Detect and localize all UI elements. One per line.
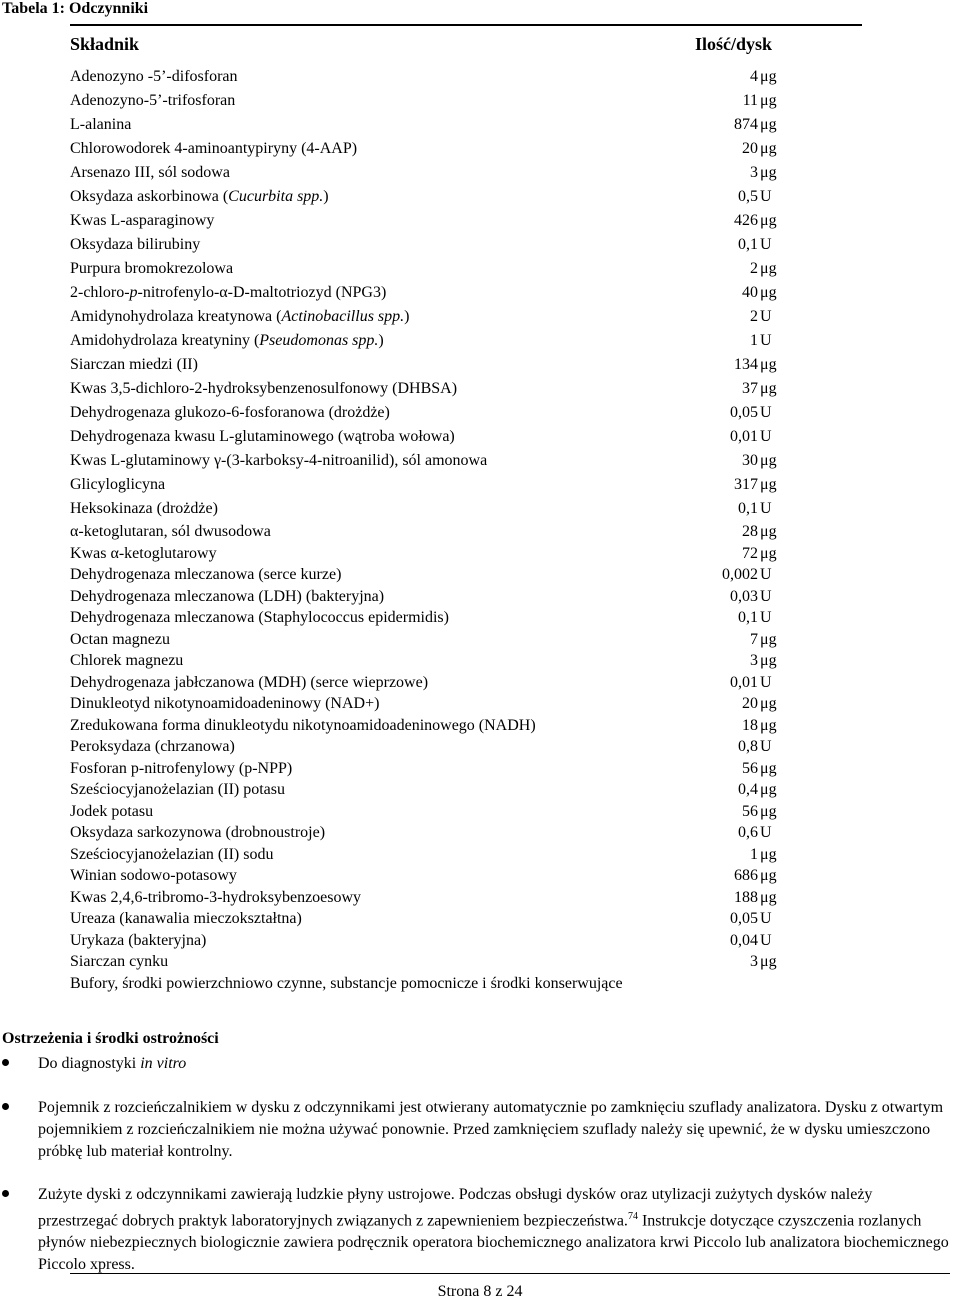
table-row	[70, 908, 862, 930]
footnote-ref: 74	[627, 1211, 638, 1222]
table-header	[70, 26, 862, 64]
quantity-unit: μg	[760, 759, 777, 777]
quantity-cell	[630, 650, 780, 672]
bullet-text: Zużyte dyski z odczynnikami zawierają ludzkie płyny ustrojowe. Podczas obsługi dysków oraz utylizacji zużytych dysków należy przestrzegać dobrych praktyk laboratoryjnych związanych z zapewnieniem bezpieczeństwa.	[38, 1186, 873, 1230]
quantity-cell	[630, 209, 780, 233]
quantity-unit: μg	[760, 116, 777, 133]
quantity-unit: U	[760, 824, 772, 841]
quantity-value: 2	[750, 260, 758, 277]
table-row	[70, 543, 862, 565]
table-row	[70, 425, 862, 449]
quantity-unit: U	[760, 404, 772, 421]
ingredient-name	[70, 305, 630, 329]
quantity-value: 0,8	[738, 738, 758, 755]
quantity-cell	[630, 137, 780, 161]
quantity-value: 3	[750, 164, 758, 181]
bullet-icon	[2, 1184, 38, 1276]
quantity-value: 1	[750, 845, 758, 863]
table-row	[70, 672, 862, 694]
ingredient-name-part: Amidynohydrolaza kreatynowa (	[70, 308, 282, 325]
ingredient-name: Kwas L-asparaginowy	[70, 212, 215, 229]
quantity-value: 20	[742, 695, 758, 712]
quantity-unit: μg	[760, 652, 777, 669]
list-item	[2, 1053, 952, 1075]
column-header-quantity: Ilość/dysk	[694, 34, 772, 54]
table-row	[70, 650, 862, 672]
ingredient-name: Siarczan cynku	[70, 953, 169, 970]
quantity-cell	[630, 564, 780, 586]
quantity-value: 0,1	[738, 609, 758, 626]
quantity-value: 0,01	[730, 428, 758, 445]
ingredient-name: Dinukleotyd nikotynoamidoadeninowy (NAD+)	[70, 695, 380, 712]
quantity-value: 3	[750, 953, 758, 970]
quantity-unit: μg	[760, 260, 777, 277]
quantity-cell	[630, 629, 780, 651]
quantity-cell	[630, 844, 780, 866]
quantity-cell	[630, 887, 780, 909]
quantity-value: 56	[742, 802, 758, 820]
ingredient-name-italic: p	[129, 284, 138, 301]
quantity-unit: μg	[760, 476, 777, 493]
quantity-cell	[630, 930, 780, 952]
quantity-unit: U	[760, 500, 772, 517]
table-row	[70, 629, 862, 651]
bullet-icon	[2, 1097, 38, 1163]
table-row	[70, 89, 862, 113]
ingredient-name: Oksydaza sarkozynowa (drobnoustroje)	[70, 824, 326, 841]
list-item	[2, 1184, 952, 1276]
quantity-unit: μg	[760, 716, 777, 734]
ingredient-name-part: )	[378, 332, 384, 349]
table-row	[70, 497, 862, 521]
table-row	[70, 233, 862, 257]
quantity-value: 0,05	[730, 910, 758, 927]
bullet-text: Do diagnostyki	[38, 1055, 141, 1072]
quantity-unit: μg	[760, 695, 777, 712]
quantity-unit: U	[760, 910, 772, 927]
quantity-unit: μg	[760, 164, 777, 181]
quantity-cell	[630, 822, 780, 844]
ingredient-name-part: Oksydaza askorbinowa (	[70, 188, 229, 205]
ingredient-name: Urykaza (bakteryjna)	[70, 931, 207, 949]
table-row	[70, 779, 862, 801]
ingredient-name: Dehydrogenaza mleczanowa (LDH) (bakteryjna)	[70, 587, 385, 605]
ingredient-name: Dehydrogenaza jabłczanowa (MDH) (serce wieprzowe)	[70, 673, 429, 691]
ingredient-name-italic: Cucurbita spp.	[228, 188, 324, 205]
ingredient-name: Bufory, środki powierzchniowo czynne, substancje pomocnicze i środki konserwujące	[70, 974, 623, 992]
quantity-cell	[630, 607, 780, 629]
quantity-cell	[630, 543, 780, 565]
page-number: Strona 8 z 24	[437, 1283, 523, 1300]
ingredient-name: Dehydrogenaza mleczanowa (serce kurze)	[70, 566, 342, 583]
ingredient-name-italic: Pseudomonas spp.	[259, 332, 379, 349]
quantity-cell	[630, 758, 780, 780]
quantity-unit: μg	[760, 802, 777, 820]
table-row	[70, 758, 862, 780]
quantity-cell	[630, 401, 780, 425]
quantity-unit: U	[760, 308, 772, 325]
table-row	[70, 305, 862, 329]
quantity-value: 0,1	[738, 236, 758, 253]
ingredient-name: α-ketoglutaran, sól dwusodowa	[70, 523, 271, 540]
quantity-cell	[630, 305, 780, 329]
quantity-cell	[630, 736, 780, 758]
quantity-value: 56	[742, 759, 758, 777]
quantity-cell	[630, 779, 780, 801]
quantity-value: 0,5	[738, 188, 758, 205]
ingredient-name: Kwas L-glutaminowy γ-(3-karboksy-4-nitroanilid), sól amonowa	[70, 452, 488, 469]
ingredient-name-part: )	[323, 188, 329, 205]
quantity-unit: μg	[760, 452, 777, 469]
quantity-value: 7	[750, 630, 758, 648]
ingredient-name: Chlorowodorek 4-aminoantypiryny (4-AAP)	[70, 140, 358, 157]
quantity-unit: μg	[760, 68, 777, 85]
quantity-value: 874	[734, 116, 758, 133]
quantity-cell	[630, 65, 780, 89]
table-row	[70, 951, 862, 973]
ingredient-name: Arsenazo III, sól sodowa	[70, 164, 230, 181]
ingredient-name: Octan magnezu	[70, 630, 170, 648]
table-row	[70, 736, 862, 758]
table-row	[70, 607, 862, 629]
ingredient-name: L-alanina	[70, 116, 132, 133]
ingredient-name: Peroksydaza (chrzanowa)	[70, 738, 235, 755]
table-row	[70, 401, 862, 425]
quantity-cell	[630, 257, 780, 281]
quantity-value: 134	[734, 356, 758, 373]
quantity-value: 0,05	[730, 404, 758, 421]
ingredient-name: Glicyloglicyna	[70, 476, 166, 493]
quantity-cell	[630, 865, 780, 887]
quantity-cell	[630, 161, 780, 185]
table-row	[70, 137, 862, 161]
quantity-unit: U	[760, 566, 772, 583]
ingredient-name: Heksokinaza (drożdże)	[70, 500, 218, 517]
quantity-unit: U	[760, 673, 772, 691]
quantity-cell	[630, 233, 780, 257]
quantity-value: 3	[750, 652, 758, 669]
ingredient-name: Adenozyno-5’-trifosforan	[70, 92, 236, 109]
ingredient-name: Dehydrogenaza glukozo-6-fosforanowa (drożdże)	[70, 404, 390, 421]
bullet-text: Pojemnik z rozcieńczalnikiem w dysku z odczynnikami jest otwierany automatycznie po zamknięciu szuflady analizatora. Dysku z otwartym pojemnikiem z rozcieńczalnikiem nie można używać ponownie. Przed zamknięciem szuflady należy się upewnić, że w dysku umieszczono próbkę lub materiał kontrolny.	[38, 1099, 944, 1160]
quantity-value: 0,03	[730, 587, 758, 605]
quantity-value: 2	[750, 308, 758, 325]
quantity-cell	[630, 497, 780, 521]
ingredient-name	[70, 329, 630, 353]
table-row	[70, 521, 862, 543]
quantity-unit: μg	[760, 544, 777, 562]
quantity-unit: μg	[760, 630, 777, 648]
quantity-cell	[630, 693, 780, 715]
quantity-cell	[630, 89, 780, 113]
quantity-unit: μg	[760, 781, 777, 798]
table-row	[70, 887, 862, 909]
quantity-unit: μg	[760, 92, 777, 109]
quantity-cell	[630, 281, 780, 305]
table-row	[70, 65, 862, 89]
table-row	[70, 329, 862, 353]
table-body	[70, 65, 862, 994]
quantity-value: 4	[750, 68, 758, 85]
table-row	[70, 449, 862, 473]
quantity-cell	[630, 425, 780, 449]
table-row	[70, 715, 862, 737]
ingredient-name: Purpura bromokrezolowa	[70, 260, 234, 277]
table-row	[70, 257, 862, 281]
quantity-cell	[630, 521, 780, 543]
quantity-cell	[630, 377, 780, 401]
quantity-cell	[630, 473, 780, 497]
table-row	[70, 844, 862, 866]
table-row	[70, 113, 862, 137]
ingredient-name: Adenozyno -5’-difosforan	[70, 68, 238, 85]
quantity-unit: μg	[760, 356, 777, 373]
ingredient-name: Winian sodowo-potasowy	[70, 867, 237, 884]
bullet-text-italic: in vitro	[140, 1055, 187, 1072]
reagents-table	[70, 24, 862, 994]
ingredient-name: Kwas 3,5-dichloro-2-hydroksybenzenosulfonowy (DHBSA)	[70, 380, 458, 397]
quantity-unit: U	[760, 332, 772, 349]
ingredient-name	[70, 281, 630, 305]
quantity-unit: μg	[760, 140, 777, 157]
quantity-value: 0,04	[730, 931, 758, 949]
table-row	[70, 865, 862, 887]
table-row	[70, 930, 862, 952]
ingredient-name: Siarczan miedzi (II)	[70, 356, 198, 373]
table-row	[70, 161, 862, 185]
ingredient-name: Dehydrogenaza mleczanowa (Staphylococcus epidermidis)	[70, 609, 449, 626]
ingredient-name: Jodek potasu	[70, 802, 154, 820]
quantity-unit: μg	[760, 953, 777, 970]
quantity-unit: U	[760, 188, 772, 205]
quantity-cell	[630, 329, 780, 353]
ingredient-name-italic: Actinobacillus spp.	[281, 308, 405, 325]
quantity-unit: U	[760, 587, 772, 605]
ingredient-name: Oksydaza bilirubiny	[70, 236, 201, 253]
quantity-value: 11	[742, 92, 758, 109]
quantity-value: 0,1	[738, 500, 758, 517]
table-row	[70, 209, 862, 233]
quantity-unit: μg	[760, 845, 777, 863]
quantity-value: 0,002	[722, 566, 758, 583]
table-row	[70, 586, 862, 608]
table-row	[70, 473, 862, 497]
table-row	[70, 822, 862, 844]
quantity-cell	[630, 672, 780, 694]
table-row	[70, 801, 862, 823]
quantity-value: 37	[742, 380, 758, 397]
ingredient-name: Sześciocyjanożelazian (II) potasu	[70, 781, 286, 798]
ingredient-name: Chlorek magnezu	[70, 652, 184, 669]
ingredient-name-part: Amidohydrolaza kreatyniny (	[70, 332, 260, 349]
table-row	[70, 564, 862, 586]
ingredient-name	[70, 185, 630, 209]
quantity-value: 72	[742, 544, 758, 562]
ingredient-name: Sześciocyjanożelazian (II) sodu	[70, 845, 274, 863]
quantity-value: 18	[742, 716, 758, 734]
quantity-value: 28	[742, 523, 758, 540]
quantity-cell	[630, 449, 780, 473]
quantity-unit: U	[760, 428, 772, 445]
quantity-cell	[630, 586, 780, 608]
quantity-unit: μg	[760, 523, 777, 540]
table-row	[70, 353, 862, 377]
quantity-value: 317	[734, 476, 758, 493]
table-row	[70, 281, 862, 305]
quantity-value: 0,4	[738, 781, 758, 798]
quantity-unit: U	[760, 236, 772, 253]
quantity-cell	[630, 908, 780, 930]
quantity-unit: μg	[760, 212, 777, 229]
quantity-value: 0,6	[738, 824, 758, 841]
column-header-ingredient: Składnik	[70, 34, 140, 54]
quantity-value: 30	[742, 452, 758, 469]
quantity-cell	[630, 185, 780, 209]
ingredient-name: Kwas α-ketoglutarowy	[70, 544, 217, 562]
footer-rule	[70, 1273, 950, 1274]
quantity-value: 1	[750, 332, 758, 349]
bullet-icon	[2, 1053, 38, 1075]
quantity-cell	[630, 801, 780, 823]
ingredient-name: Zredukowana forma dinukleotydu nikotynoamidoadeninowego (NADH)	[70, 716, 536, 734]
quantity-cell	[630, 113, 780, 137]
ingredient-name-part: )	[404, 308, 410, 325]
table-row	[70, 185, 862, 209]
quantity-cell	[630, 715, 780, 737]
ingredient-name: Fosforan p-nitrofenylowy (p-NPP)	[70, 759, 293, 777]
quantity-unit: U	[760, 931, 772, 949]
quantity-unit: U	[760, 609, 772, 626]
ingredient-name: Kwas 2,4,6-tribromo-3-hydroksybenzoesowy	[70, 888, 362, 906]
bullet-text-cont: Instrukcje dotyczące czyszczenia rozlanych płynów niebezpiecznych biologicznie zawiera podręcznik operatora biochemicznego analizatora krwi Piccolo lub analizatora biochemicznego Piccolo xpress.	[38, 1212, 949, 1274]
ingredient-name-part: -nitrofenylo-α-D-maltotriozyd (NPG3)	[137, 284, 387, 301]
quantity-cell	[630, 353, 780, 377]
table-caption: Tabela 1: Odczynniki	[2, 0, 149, 17]
ingredient-name: Dehydrogenaza kwasu L-glutaminowego (wątroba wołowa)	[70, 428, 455, 445]
ingredient-name: Ureaza (kanawalia mieczokształtna)	[70, 910, 302, 927]
table-row	[70, 377, 862, 401]
quantity-unit: U	[760, 738, 772, 755]
warnings-heading: Ostrzeżenia i środki ostrożności	[2, 1030, 219, 1047]
quantity-value: 0,01	[730, 673, 758, 691]
quantity-value: 426	[734, 212, 758, 229]
quantity-unit: μg	[760, 888, 777, 906]
quantity-cell	[630, 951, 780, 973]
quantity-unit: μg	[760, 284, 777, 301]
quantity-value: 686	[734, 867, 758, 884]
table-row	[70, 693, 862, 715]
quantity-unit: μg	[760, 867, 777, 884]
quantity-unit: μg	[760, 380, 777, 397]
ingredient-name-part: 2-chloro-	[70, 284, 130, 301]
list-item	[2, 1097, 952, 1163]
table-row	[70, 973, 862, 995]
quantity-value: 20	[742, 140, 758, 157]
quantity-value: 40	[742, 284, 758, 301]
quantity-value: 188	[734, 888, 758, 906]
